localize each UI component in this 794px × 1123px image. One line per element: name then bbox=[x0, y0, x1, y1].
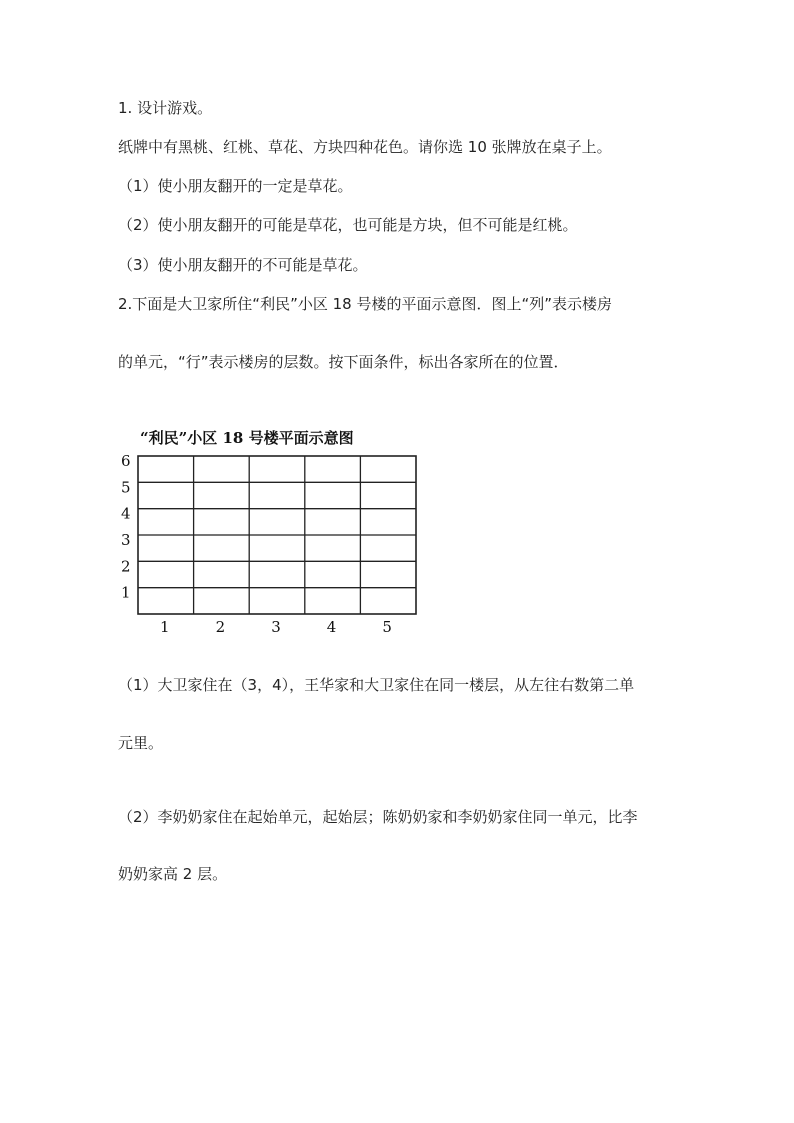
column-label-1: 1 bbox=[160, 618, 170, 636]
q1-item-3: （3）使小朋友翻开的不可能是草花。 bbox=[118, 256, 368, 274]
row-label-2: 2 bbox=[121, 557, 131, 576]
column-label-2: 2 bbox=[215, 618, 226, 636]
q2-sub2-line-1: （2）李奶奶家住在起始单元，起始层；陈奶奶家和李奶奶家住同一单元，比李 bbox=[118, 808, 638, 826]
q1-title: 1. 设计游戏。 bbox=[118, 99, 213, 117]
q2-stem-line-2: 的单元，“行”表示楼房的层数。按下面条件，标出各家所在的位置． bbox=[118, 353, 569, 371]
row-label-3: 3 bbox=[121, 531, 131, 549]
q2-sub1-line-1: （1）大卫家住在（3，4），王华家和大卫家住在同一楼层，从左往右数第二单 bbox=[118, 676, 635, 694]
column-label-4: 4 bbox=[326, 618, 337, 636]
q1-item-1: （1）使小朋友翻开的一定是草花。 bbox=[118, 177, 353, 195]
row-label-1: 1 bbox=[121, 583, 131, 602]
q1-intro: 纸牌中有黑桃、红桃、草花、方块四种花色。请你选 10 张牌放在桌子上。 bbox=[118, 138, 612, 156]
row-label-4: 4 bbox=[121, 504, 131, 523]
column-label-3: 3 bbox=[271, 618, 281, 636]
row-label-5: 5 bbox=[121, 478, 131, 497]
figure-title: “利民”小区 18 号楼平面示意图 bbox=[140, 429, 354, 447]
column-label-5: 5 bbox=[382, 618, 392, 636]
floor-plan-figure bbox=[118, 424, 428, 644]
row-label-6: 6 bbox=[121, 452, 131, 470]
q2-sub1-line-2: 元里。 bbox=[118, 734, 164, 752]
q1-item-2: （2）使小朋友翻开的可能是草花，也可能是方块，但不可能是红桃。 bbox=[118, 216, 578, 234]
q2-stem-line-1: 2.下面是大卫家所住“利民”小区 18 号楼的平面示意图．图上“列”表示楼房 bbox=[118, 295, 613, 313]
floor-plan-grid bbox=[118, 424, 428, 644]
q2-sub2-line-2: 奶奶家高 2 层。 bbox=[118, 865, 228, 883]
